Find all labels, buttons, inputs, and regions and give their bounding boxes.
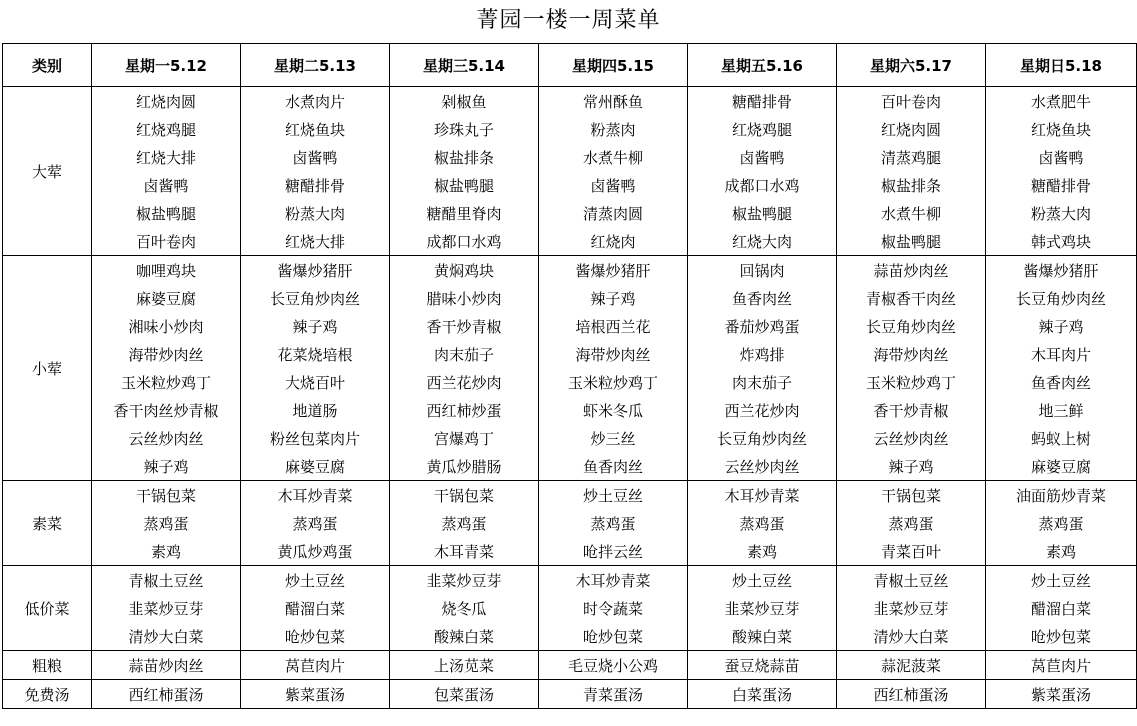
dish-cell: 黄瓜炒鸡蛋 <box>241 537 390 566</box>
menu-body <box>3 87 1137 709</box>
menu-row <box>3 651 1137 680</box>
dish-cell: 椒盐鸭腿 <box>837 227 986 256</box>
column-header-day: 星期三5.14 <box>390 44 539 87</box>
dish-cell: 红烧鸡腿 <box>92 115 241 143</box>
dish-cell: 红烧鱼块 <box>986 115 1137 143</box>
menu-row <box>3 115 1137 143</box>
dish-cell: 炒土豆丝 <box>688 566 837 595</box>
dish-cell: 酸辣白菜 <box>390 622 539 651</box>
dish-cell: 海带炒肉丝 <box>837 340 986 368</box>
dish-cell: 青菜百叶 <box>837 537 986 566</box>
dish-cell: 素鸡 <box>92 537 241 566</box>
dish-cell: 椒盐鸭腿 <box>92 199 241 227</box>
dish-cell: 炒土豆丝 <box>539 481 688 510</box>
dish-cell: 鱼香肉丝 <box>688 284 837 312</box>
dish-cell: 蒸鸡蛋 <box>688 509 837 537</box>
dish-cell: 卤酱鸭 <box>539 171 688 199</box>
dish-cell: 蒸鸡蛋 <box>390 509 539 537</box>
dish-cell: 红烧肉 <box>539 227 688 256</box>
dish-cell: 麻婆豆腐 <box>986 452 1137 481</box>
page-title: 菁园一楼一周菜单 <box>476 8 661 33</box>
dish-cell: 玉米粒炒鸡丁 <box>92 368 241 396</box>
dish-cell: 酱爆炒猪肝 <box>986 256 1137 285</box>
category-cell: 大荤 <box>3 87 92 256</box>
column-header-day: 星期一5.12 <box>92 44 241 87</box>
dish-cell: 毛豆烧小公鸡 <box>539 651 688 680</box>
dish-cell: 培根西兰花 <box>539 312 688 340</box>
dish-cell: 西红柿炒蛋 <box>390 396 539 424</box>
dish-cell: 常州酥鱼 <box>539 87 688 116</box>
dish-cell: 长豆角炒肉丝 <box>688 424 837 452</box>
dish-cell: 青椒土豆丝 <box>92 566 241 595</box>
dish-cell: 炒三丝 <box>539 424 688 452</box>
dish-cell: 长豆角炒肉丝 <box>837 312 986 340</box>
menu-row <box>3 594 1137 622</box>
dish-cell: 蒜苗炒肉丝 <box>92 651 241 680</box>
menu-row <box>3 509 1137 537</box>
dish-cell: 西红柿蛋汤 <box>92 680 241 709</box>
dish-cell: 珍珠丸子 <box>390 115 539 143</box>
dish-cell: 青椒土豆丝 <box>837 566 986 595</box>
dish-cell: 木耳肉片 <box>986 340 1137 368</box>
dish-cell: 百叶卷肉 <box>837 87 986 116</box>
dish-cell: 蒸鸡蛋 <box>837 509 986 537</box>
header-row <box>3 44 1137 87</box>
menu-row <box>3 622 1137 651</box>
menu-row <box>3 256 1137 285</box>
dish-cell: 回锅肉 <box>688 256 837 285</box>
dish-cell: 辣子鸡 <box>986 312 1137 340</box>
column-header-category: 类别 <box>3 44 92 87</box>
dish-cell: 韭菜炒豆芽 <box>837 594 986 622</box>
dish-cell: 韭菜炒豆芽 <box>92 594 241 622</box>
dish-cell: 素鸡 <box>688 537 837 566</box>
dish-cell: 炒土豆丝 <box>986 566 1137 595</box>
dish-cell: 卤酱鸭 <box>688 143 837 171</box>
dish-cell: 清炒大白菜 <box>92 622 241 651</box>
dish-cell: 百叶卷肉 <box>92 227 241 256</box>
dish-cell: 莴苣肉片 <box>241 651 390 680</box>
menu-row <box>3 537 1137 566</box>
dish-cell: 红烧鱼块 <box>241 115 390 143</box>
dish-cell: 腊味小炒肉 <box>390 284 539 312</box>
menu-row <box>3 340 1137 368</box>
dish-cell: 红烧大排 <box>241 227 390 256</box>
dish-cell: 西红柿蛋汤 <box>837 680 986 709</box>
dish-cell: 蒜苗炒肉丝 <box>837 256 986 285</box>
dish-cell: 包菜蛋汤 <box>390 680 539 709</box>
dish-cell: 辣子鸡 <box>837 452 986 481</box>
dish-cell: 宫爆鸡丁 <box>390 424 539 452</box>
dish-cell: 鱼香肉丝 <box>986 368 1137 396</box>
dish-cell: 香干炒青椒 <box>837 396 986 424</box>
dish-cell: 油面筋炒青菜 <box>986 481 1137 510</box>
menu-row <box>3 680 1137 709</box>
dish-cell: 大烧百叶 <box>241 368 390 396</box>
dish-cell: 白菜蛋汤 <box>688 680 837 709</box>
weekly-menu-table <box>2 43 1137 709</box>
dish-cell: 卤酱鸭 <box>241 143 390 171</box>
dish-cell: 清蒸鸡腿 <box>837 143 986 171</box>
category-cell: 低价菜 <box>3 566 92 651</box>
dish-cell: 粉蒸大肉 <box>986 199 1137 227</box>
dish-cell: 长豆角炒肉丝 <box>241 284 390 312</box>
dish-cell: 肉末茄子 <box>390 340 539 368</box>
dish-cell: 椒盐排条 <box>837 171 986 199</box>
menu-row <box>3 481 1137 510</box>
menu-row <box>3 87 1137 116</box>
dish-cell: 干锅包菜 <box>390 481 539 510</box>
dish-cell: 糖醋排骨 <box>986 171 1137 199</box>
dish-cell: 上汤苋菜 <box>390 651 539 680</box>
dish-cell: 卤酱鸭 <box>986 143 1137 171</box>
dish-cell: 花菜烧培根 <box>241 340 390 368</box>
dish-cell: 水煮肥牛 <box>986 87 1137 116</box>
dish-cell: 炒土豆丝 <box>241 566 390 595</box>
dish-cell: 呛炒包菜 <box>539 622 688 651</box>
dish-cell: 椒盐排条 <box>390 143 539 171</box>
dish-cell: 成都口水鸡 <box>390 227 539 256</box>
dish-cell: 木耳青菜 <box>390 537 539 566</box>
menu-row <box>3 368 1137 396</box>
dish-cell: 香干肉丝炒青椒 <box>92 396 241 424</box>
dish-cell: 时令蔬菜 <box>539 594 688 622</box>
dish-cell: 西兰花炒肉 <box>688 396 837 424</box>
dish-cell: 清炒大白菜 <box>837 622 986 651</box>
dish-cell: 黄瓜炒腊肠 <box>390 452 539 481</box>
menu-row <box>3 312 1137 340</box>
menu-row <box>3 396 1137 424</box>
dish-cell: 水煮肉片 <box>241 87 390 116</box>
column-header-day: 星期六5.17 <box>837 44 986 87</box>
dish-cell: 木耳炒青菜 <box>241 481 390 510</box>
dish-cell: 醋溜白菜 <box>241 594 390 622</box>
dish-cell: 海带炒肉丝 <box>92 340 241 368</box>
dish-cell: 成都口水鸡 <box>688 171 837 199</box>
dish-cell: 鱼香肉丝 <box>539 452 688 481</box>
dish-cell: 呛炒包菜 <box>241 622 390 651</box>
dish-cell: 云丝炒肉丝 <box>92 424 241 452</box>
dish-cell: 红烧肉圆 <box>92 87 241 116</box>
dish-cell: 酱爆炒猪肝 <box>241 256 390 285</box>
dish-cell: 粉蒸肉 <box>539 115 688 143</box>
dish-cell: 红烧大排 <box>92 143 241 171</box>
dish-cell: 玉米粒炒鸡丁 <box>837 368 986 396</box>
category-cell: 素菜 <box>3 481 92 566</box>
dish-cell: 卤酱鸭 <box>92 171 241 199</box>
dish-cell: 紫菜蛋汤 <box>241 680 390 709</box>
dish-cell: 麻婆豆腐 <box>241 452 390 481</box>
dish-cell: 咖哩鸡块 <box>92 256 241 285</box>
dish-cell: 醋溜白菜 <box>986 594 1137 622</box>
menu-row <box>3 171 1137 199</box>
dish-cell: 云丝炒肉丝 <box>688 452 837 481</box>
dish-cell: 红烧鸡腿 <box>688 115 837 143</box>
dish-cell: 肉末茄子 <box>688 368 837 396</box>
dish-cell: 西兰花炒肉 <box>390 368 539 396</box>
column-header-day: 星期四5.15 <box>539 44 688 87</box>
dish-cell: 糖醋排骨 <box>688 87 837 116</box>
dish-cell: 剁椒鱼 <box>390 87 539 116</box>
dish-cell: 呛拌云丝 <box>539 537 688 566</box>
dish-cell: 长豆角炒肉丝 <box>986 284 1137 312</box>
column-header-day: 星期二5.13 <box>241 44 390 87</box>
dish-cell: 麻婆豆腐 <box>92 284 241 312</box>
dish-cell: 紫菜蛋汤 <box>986 680 1137 709</box>
category-cell: 小荤 <box>3 256 92 481</box>
dish-cell: 酱爆炒猪肝 <box>539 256 688 285</box>
dish-cell: 清蒸肉圆 <box>539 199 688 227</box>
dish-cell: 青菜蛋汤 <box>539 680 688 709</box>
dish-cell: 韭菜炒豆芽 <box>390 566 539 595</box>
dish-cell: 香干炒青椒 <box>390 312 539 340</box>
dish-cell: 椒盐鸭腿 <box>688 199 837 227</box>
dish-cell: 蒜泥菠菜 <box>837 651 986 680</box>
dish-cell: 韭菜炒豆芽 <box>688 594 837 622</box>
column-header-day: 星期日5.18 <box>986 44 1137 87</box>
dish-cell: 青椒香干肉丝 <box>837 284 986 312</box>
dish-cell: 地三鲜 <box>986 396 1137 424</box>
menu-row <box>3 424 1137 452</box>
dish-cell: 湘味小炒肉 <box>92 312 241 340</box>
dish-cell: 韩式鸡块 <box>986 227 1137 256</box>
dish-cell: 烧冬瓜 <box>390 594 539 622</box>
dish-cell: 木耳炒青菜 <box>688 481 837 510</box>
menu-row <box>3 143 1137 171</box>
menu-row <box>3 199 1137 227</box>
menu-row <box>3 284 1137 312</box>
dish-cell: 水煮牛柳 <box>837 199 986 227</box>
dish-cell: 辣子鸡 <box>539 284 688 312</box>
dish-cell: 红烧大肉 <box>688 227 837 256</box>
dish-cell: 酸辣白菜 <box>688 622 837 651</box>
dish-cell: 辣子鸡 <box>92 452 241 481</box>
dish-cell: 素鸡 <box>986 537 1137 566</box>
dish-cell: 蒸鸡蛋 <box>986 509 1137 537</box>
dish-cell: 蚕豆烧蒜苗 <box>688 651 837 680</box>
category-cell: 粗粮 <box>3 651 92 680</box>
dish-cell: 呛炒包菜 <box>986 622 1137 651</box>
column-header-day: 星期五5.16 <box>688 44 837 87</box>
dish-cell: 蚂蚁上树 <box>986 424 1137 452</box>
dish-cell: 海带炒肉丝 <box>539 340 688 368</box>
category-cell: 免费汤 <box>3 680 92 709</box>
dish-cell: 糖醋排骨 <box>241 171 390 199</box>
dish-cell: 木耳炒青菜 <box>539 566 688 595</box>
dish-cell: 番茄炒鸡蛋 <box>688 312 837 340</box>
dish-cell: 水煮牛柳 <box>539 143 688 171</box>
menu-row <box>3 452 1137 481</box>
menu-row <box>3 566 1137 595</box>
dish-cell: 蒸鸡蛋 <box>92 509 241 537</box>
dish-cell: 干锅包菜 <box>837 481 986 510</box>
dish-cell: 蒸鸡蛋 <box>539 509 688 537</box>
dish-cell: 虾米冬瓜 <box>539 396 688 424</box>
dish-cell: 莴苣肉片 <box>986 651 1137 680</box>
dish-cell: 粉蒸大肉 <box>241 199 390 227</box>
dish-cell: 黄焖鸡块 <box>390 256 539 285</box>
dish-cell: 玉米粒炒鸡丁 <box>539 368 688 396</box>
dish-cell: 椒盐鸭腿 <box>390 171 539 199</box>
dish-cell: 地道肠 <box>241 396 390 424</box>
dish-cell: 干锅包菜 <box>92 481 241 510</box>
dish-cell: 辣子鸡 <box>241 312 390 340</box>
dish-cell: 蒸鸡蛋 <box>241 509 390 537</box>
menu-row <box>3 227 1137 256</box>
dish-cell: 糖醋里脊肉 <box>390 199 539 227</box>
dish-cell: 粉丝包菜肉片 <box>241 424 390 452</box>
dish-cell: 红烧肉圆 <box>837 115 986 143</box>
dish-cell: 云丝炒肉丝 <box>837 424 986 452</box>
dish-cell: 炸鸡排 <box>688 340 837 368</box>
